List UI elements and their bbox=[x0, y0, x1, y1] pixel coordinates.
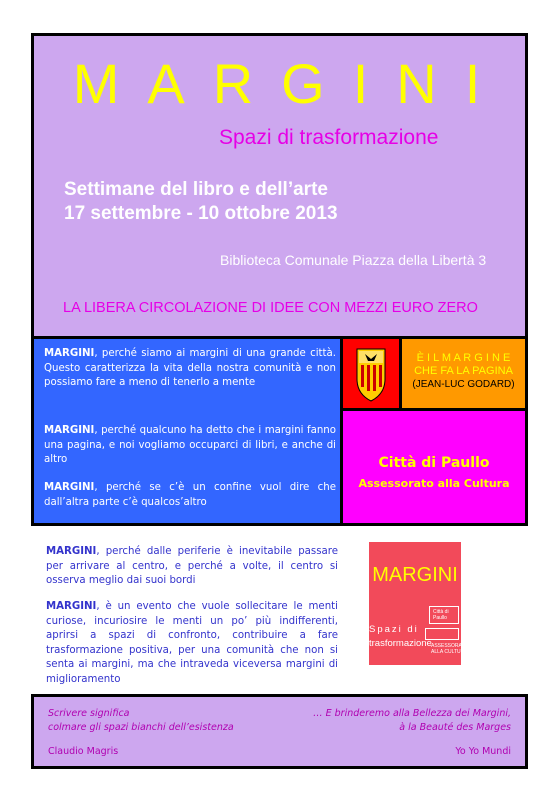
godard-attribution: (JEAN-LUC GODARD) bbox=[412, 379, 515, 390]
yoyomundi-line-2: à la Beauté des Marges bbox=[399, 722, 511, 733]
office-name: Assessorato alla Cultura bbox=[358, 477, 510, 490]
logo-frame bbox=[425, 628, 459, 640]
godard-quote-panel bbox=[399, 336, 528, 411]
magris-line-2: colmare gli spazi bianchi dell’esistenza bbox=[48, 722, 234, 733]
logo-sub-1: Spazi di bbox=[369, 624, 419, 635]
logo-office-2: ALLA CULTURA bbox=[431, 649, 468, 655]
lower-paragraph-2: MARGINI, è un evento che vuole sollecitare le menti curiose, incuriosire le menti un po’ più indifferenti, aprirsi a spazi di confronto, contribuire a fare trasformazione positiva, per una comunità che non si senta ai margini, ma che intraveda viceversa margini di miglioramento bbox=[46, 601, 338, 685]
logo-office bbox=[431, 643, 468, 655]
footer-panel bbox=[31, 694, 528, 769]
lower-paragraph-1: MARGINI, perché dalle periferie è inevitabile passare per arrivare al centro, e perché a volte, il centro si osserva meglio dai suoi bordi bbox=[46, 546, 338, 586]
yoyomundi-quote bbox=[313, 707, 511, 735]
magris-line-1: Scrivere significa bbox=[48, 708, 130, 719]
blue-paragraph-2: MARGINI, perché qualcuno ha detto che i margini fanno una pagina, e noi vogliamo occuparci di libri, e anche di altro bbox=[44, 425, 336, 465]
dates-line-1: Settimane del libro e dell’arte bbox=[64, 179, 328, 200]
logo-office-1: ASSESSORATO bbox=[431, 643, 469, 649]
logo-sub-2: trasformazione bbox=[369, 638, 432, 649]
blue-panel bbox=[31, 336, 343, 526]
city-name: Città di Paullo bbox=[378, 455, 490, 471]
logo-title: MARGINI bbox=[372, 564, 458, 586]
coat-of-arms-icon bbox=[343, 339, 399, 408]
yoyomundi-line-1: … E brinderemo alla Bellezza dei Margini, bbox=[313, 708, 511, 719]
logo-city-2: Paullo bbox=[433, 615, 447, 621]
logo-city-box bbox=[429, 606, 459, 624]
godard-line-2: CHE FA LA PAGINA bbox=[414, 365, 513, 377]
margini-logo bbox=[369, 542, 469, 665]
magris-author: Claudio Magris bbox=[48, 746, 119, 757]
venue: Biblioteca Comunale Piazza della Libertà 3 bbox=[220, 252, 487, 268]
yoyomundi-author: Yo Yo Mundi bbox=[455, 746, 511, 757]
coat-of-arms-panel bbox=[340, 336, 402, 411]
subtitle: Spazi di trasformazione bbox=[219, 126, 439, 149]
event-dates bbox=[64, 178, 338, 226]
slogan: LA LIBERA CIRCOLAZIONE DI IDEE CON MEZZI EURO ZERO bbox=[63, 300, 478, 316]
blue-paragraph-3: MARGINI, perché se c’è un confine vuol dire che dall’altra parte c’è qualcos’altro bbox=[44, 482, 336, 508]
blue-paragraph-1: MARGINI, perché siamo ai margini di una grande città. Questo caratterizza la vita della nostra comunità e non possiamo fare a meno di tenerlo a mente bbox=[44, 348, 336, 388]
header-panel bbox=[31, 33, 528, 339]
main-title: MARGINI bbox=[72, 52, 509, 115]
municipality-panel bbox=[340, 408, 528, 526]
logo-city-1: Città di bbox=[433, 609, 449, 615]
magris-quote bbox=[48, 707, 234, 735]
godard-line-1: È I L M A R G I N E bbox=[416, 352, 511, 364]
dates-line-2: 17 settembre - 10 ottobre 2013 bbox=[64, 203, 338, 224]
